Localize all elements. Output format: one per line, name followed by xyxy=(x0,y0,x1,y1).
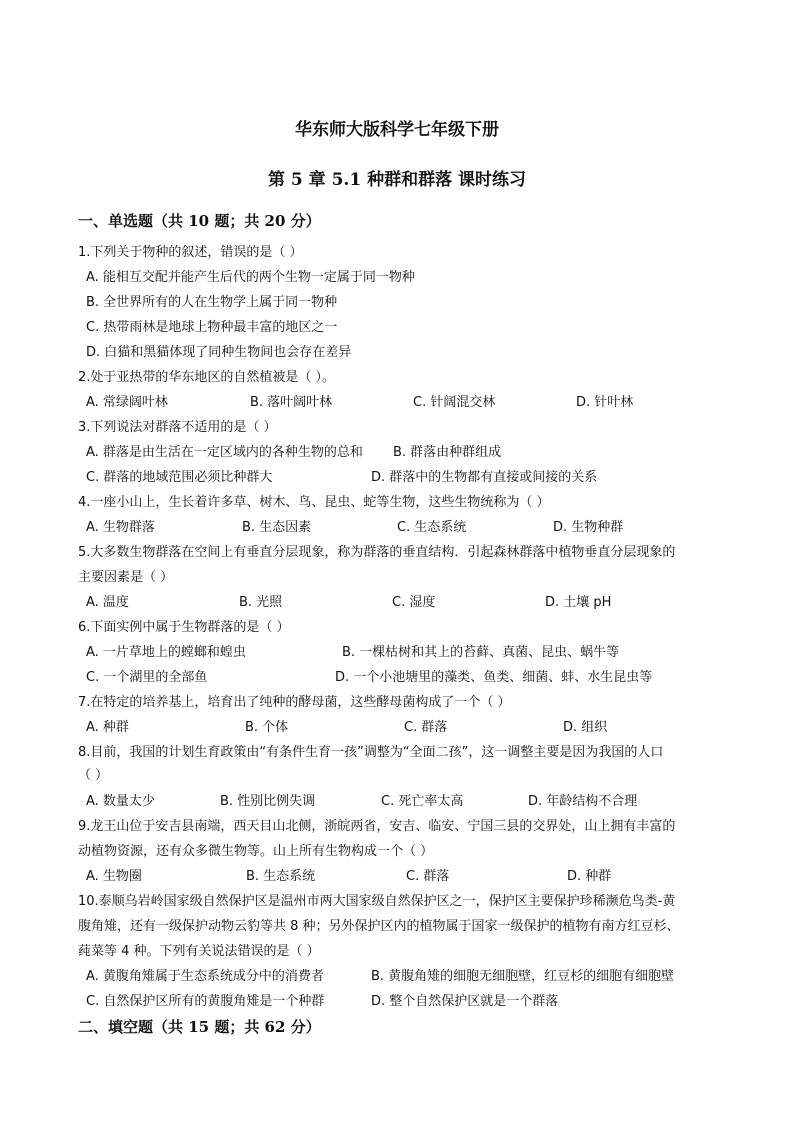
question-option[interactable]: A. 能相互交配并能产生后代的两个生物一定属于同一物种 xyxy=(86,270,415,285)
question-option[interactable]: B. 全世界所有的人在生物学上属于同一物种 xyxy=(86,295,338,310)
question-option[interactable]: A. 数量太少 xyxy=(86,794,155,809)
question-stem: 9.龙王山位于安吉县南端，西天目山北侧，浙皖两省，安吉、临安、宁国三县的交界处，山上拥有丰富的 xyxy=(78,819,676,834)
question-option[interactable]: B. 群落由种群组成 xyxy=(393,445,502,460)
question-option[interactable]: A. 温度 xyxy=(86,595,129,610)
question-option[interactable]: D. 种群 xyxy=(567,869,612,884)
question-stem: 7.在特定的培养基上，培育出了纯种的酵母菌，这些酵母菌构成了一个（ ） xyxy=(78,695,511,710)
question-stem: 1.下列关于物种的叙述，错误的是（ ） xyxy=(78,245,303,260)
question-option[interactable]: A. 生物圈 xyxy=(86,869,142,884)
question-option[interactable]: D. 土壤 pH xyxy=(545,595,612,610)
question-option[interactable]: A. 一片草地上的螳螂和蝗虫 xyxy=(86,645,246,660)
question-option[interactable]: B. 生态因素 xyxy=(242,520,312,535)
question-stem: 主要因素是（ ） xyxy=(78,570,174,585)
question-option[interactable]: C. 群落 xyxy=(406,869,450,884)
question-option[interactable]: C. 群落的地域范围必须比种群大 xyxy=(86,470,273,485)
question-stem: 2.处于亚热带的华东地区的自然植被是（ ）。 xyxy=(78,370,336,385)
question-option[interactable]: C. 湿度 xyxy=(392,595,436,610)
question-option[interactable]: B. 落叶阔叶林 xyxy=(250,395,333,410)
question-option[interactable]: C. 死亡率太高 xyxy=(381,794,464,809)
question-option[interactable]: A. 种群 xyxy=(86,720,129,735)
question-option[interactable]: B. 黄腹角雉的细胞无细胞壁，红豆杉的细胞有细胞壁 xyxy=(371,969,675,984)
question-option[interactable]: D. 组织 xyxy=(563,720,608,735)
question-stem: 动植物资源，还有众多微生物等。山上所有生物构成一个（ ） xyxy=(78,844,434,859)
question-option[interactable]: D. 针叶林 xyxy=(576,395,634,410)
question-stem: 3.下列说法对群落不适用的是（ ） xyxy=(78,420,277,435)
question-option[interactable]: D. 一个小池塘里的藻类、鱼类、细菌、蚌、水生昆虫等 xyxy=(335,670,653,685)
section-heading-single-choice: 一、单选题（共 10 题；共 20 分） xyxy=(78,212,321,230)
question-option[interactable]: C. 一个湖里的全部鱼 xyxy=(86,670,208,685)
document-title: 华东师大版科学七年级下册 xyxy=(295,120,499,140)
question-option[interactable]: C. 针阔混交林 xyxy=(413,395,496,410)
question-stem: 8.目前，我国的计划生育政策由“有条件生育一孩”调整为“全面二孩”，这一调整主要是因为我国的人口 xyxy=(78,745,664,760)
question-stem: 5.大多数生物群落在空间上有垂直分层现象，称为群落的垂直结构．引起森林群落中植物垂直分层现象的 xyxy=(78,545,676,560)
question-option[interactable]: C. 自然保护区所有的黄腹角雉是一个种群 xyxy=(86,994,325,1009)
question-option[interactable]: B. 一棵枯树和其上的苔藓、真菌、昆虫、蜗牛等 xyxy=(342,645,620,660)
question-option[interactable]: B. 个体 xyxy=(245,720,289,735)
question-stem: 莼菜等 4 种。下列有关说法错误的是（ ） xyxy=(78,944,320,959)
question-option[interactable]: D. 整个自然保护区就是一个群落 xyxy=(371,994,559,1009)
question-option[interactable]: D. 白猫和黑猫体现了同种生物间也会存在差异 xyxy=(86,345,352,360)
question-option[interactable]: B. 光照 xyxy=(239,595,283,610)
question-option[interactable]: C. 热带雨林是地球上物种最丰富的地区之一 xyxy=(86,320,338,335)
question-option[interactable]: D. 年龄结构不合理 xyxy=(528,794,638,809)
question-option[interactable]: A. 生物群落 xyxy=(86,520,155,535)
question-option[interactable]: C. 生态系统 xyxy=(397,520,467,535)
question-option[interactable]: C. 群落 xyxy=(404,720,448,735)
question-option[interactable]: B. 性别比例失调 xyxy=(220,794,316,809)
chapter-subtitle: 第 5 章 5.1 种群和群落 课时练习 xyxy=(268,170,526,190)
question-option[interactable]: D. 生物种群 xyxy=(553,520,624,535)
question-option[interactable]: A. 群落是由生活在一定区域内的各种生物的总和 xyxy=(86,445,363,460)
question-stem: 腹角雉，还有一级保护动物云豹等共 8 种；另外保护区内的植物属于国家一级保护的植物有南方红豆杉、 xyxy=(78,919,680,934)
question-stem: 10.泰顺乌岩岭国家级自然保护区是温州市两大国家级自然保护区之一，保护区主要保护珍稀濒危鸟类-黄 xyxy=(78,894,676,909)
question-option[interactable]: B. 生态系统 xyxy=(246,869,316,884)
question-stem: 4.一座小山上，生长着许多草、树木、鸟、昆虫、蛇等生物，这些生物统称为（ ） xyxy=(78,495,550,510)
question-stem: 6.下面实例中属于生物群落的是（ ） xyxy=(78,620,290,635)
section-heading-fill-in: 二、填空题（共 15 题；共 62 分） xyxy=(78,1018,321,1036)
question-option[interactable]: A. 常绿阔叶林 xyxy=(86,395,168,410)
question-stem: （ ） xyxy=(78,768,109,783)
question-option[interactable]: A. 黄腹角雉属于生态系统成分中的消费者 xyxy=(86,969,324,984)
question-option[interactable]: D. 群落中的生物都有直接或间接的关系 xyxy=(371,470,598,485)
